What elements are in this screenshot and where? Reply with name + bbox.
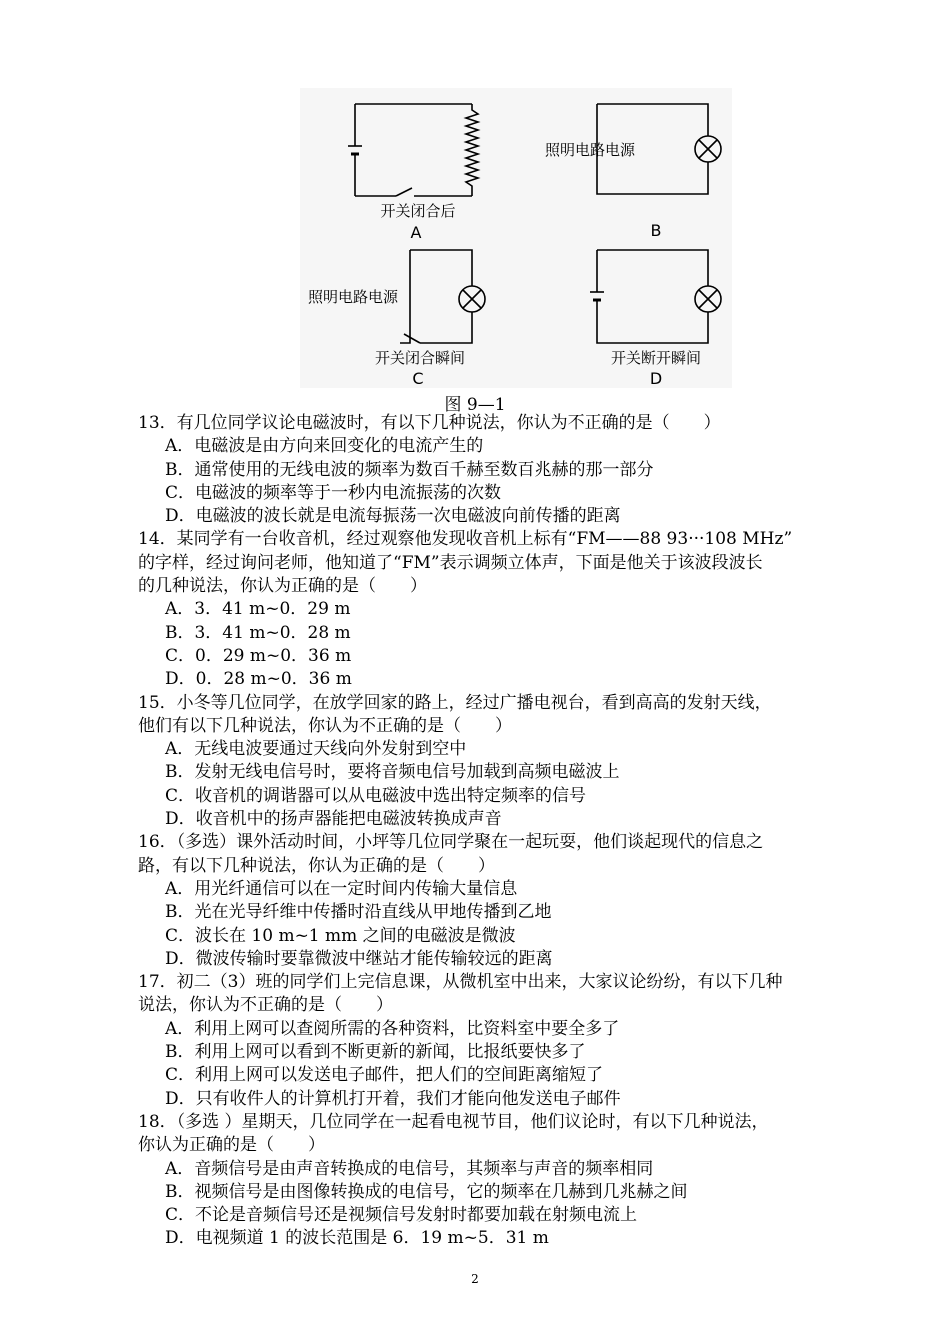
option-d: D．收音机中的扬声器能把电磁波转换成声音: [165, 809, 502, 830]
option-a: A．利用上网可以查阅所需的各种资料，比资料室中要全多了: [165, 1018, 620, 1039]
question-list: [138, 412, 858, 1251]
option-b: B．利用上网可以看到不断更新的新闻，比报纸要快多了: [165, 1042, 586, 1063]
circuit-figure: [300, 88, 732, 388]
option-d: D．只有收件人的计算机打开着，我们才能向他发送电子邮件: [165, 1088, 621, 1109]
option-c: C．0．29 m~0．36 m: [165, 645, 352, 666]
question-stem: 路，有以下几种说法，你认为正确的是（ ）: [138, 855, 495, 876]
panel-c-note: 开关闭合瞬间: [374, 349, 466, 367]
page-number: 2: [471, 1272, 479, 1286]
question-stem: 15．小冬等几位同学，在放学回家的路上，经过广播电视台，看到高高的发射天线，: [138, 692, 772, 713]
question-stem: 他们有以下几种说法，你认为不正确的是（ ）: [138, 715, 512, 736]
question-stem: 的几种说法，你认为正确的是（ ）: [138, 576, 427, 597]
option-d: D．微波传输时要靠微波中继站才能传输较远的距离: [165, 948, 553, 969]
question-18: [138, 1111, 858, 1251]
question-15: [138, 692, 858, 832]
option-a: A．用光纤通信可以在一定时间内传输大量信息: [165, 878, 518, 899]
panel-c-label: C: [412, 369, 424, 388]
panel-a-note: 开关闭合后: [380, 202, 456, 220]
question-16: [138, 831, 858, 971]
option-d: D．电视频道 1 的波长范围是 6．19 m~5．31 m: [165, 1228, 549, 1249]
option-b: B．光在光导纤维中传播时沿直线从甲地传播到乙地: [165, 902, 552, 923]
question-14: [138, 528, 858, 691]
option-a: A．音频信号是由声音转换成的电信号，其频率与声音的频率相同: [165, 1158, 654, 1179]
option-c: C．不论是音频信号还是视频信号发射时都要加载在射频电流上: [165, 1205, 638, 1226]
option-d: D．电磁波的波长就是电流每振荡一次电磁波向前传播的距离: [165, 506, 621, 527]
option-b: B．发射无线电信号时，要将音频电信号加载到高频电磁波上: [165, 762, 620, 783]
question-stem: 的字样，经过询问老师，他知道了“FM”表示调频立体声，下面是他关于该波段波长: [138, 552, 763, 573]
question-stem: 18．（多选 ）星期天，几位同学在一起看电视节目，他们议论时，有以下几种说法，: [138, 1111, 769, 1132]
option-c: C．收音机的调谐器可以从电磁波中选出特定频率的信号: [165, 785, 587, 806]
option-b: B．视频信号是由图像转换成的电信号，它的频率在几赫到几兆赫之间: [165, 1181, 688, 1202]
option-a: A．3．41 m~0．29 m: [165, 599, 351, 620]
panel-b-source: 照明电路电源: [545, 141, 636, 159]
question-stem: 13．有几位同学议论电磁波时，有以下几种说法，你认为不正确的是（ ）: [138, 413, 721, 433]
panel-c-source: 照明电路电源: [308, 288, 399, 306]
option-d: D．0．28 m~0．36 m: [165, 669, 352, 690]
panel-a-label: A: [410, 223, 422, 242]
figure-caption: 图 9—1: [444, 395, 506, 415]
question-stem: 16．（多选）课外活动时间，小坪等几位同学聚在一起玩耍，他们谈起现代的信息之: [138, 832, 764, 853]
option-a: A．无线电波要通过天线向外发射到空中: [165, 739, 467, 760]
option-c: C．电磁波的频率等于一秒内电流振荡的次数: [165, 482, 502, 503]
option-c: C．波长在 10 m~1 mm 之间的电磁波是微波: [165, 925, 516, 946]
option-c: C．利用上网可以发送电子邮件，把人们的空间距离缩短了: [165, 1065, 604, 1086]
question-stem: 说法，你认为不正确的是（ ）: [138, 995, 393, 1016]
panel-d-label: D: [649, 369, 663, 388]
question-stem: 14．某同学有一台收音机，经过观察他发现收音机上标有“FM——88 93···108 MHz”: [138, 529, 793, 550]
option-b: B．通常使用的无线电波的频率为数百千赫至数百兆赫的那一部分: [165, 459, 654, 480]
panel-d-note: 开关断开瞬间: [610, 349, 702, 367]
question-stem: 你认为正确的是（ ）: [138, 1135, 325, 1156]
option-b: B．3．41 m~0．28 m: [165, 622, 351, 643]
question-stem: 17．初二（3）班的同学们上完信息课，从微机室中出来，大家议论纷纷，有以下几种: [138, 972, 783, 993]
option-a: A．电磁波是由方向来回变化的电流产生的: [165, 436, 484, 457]
panel-b-label: B: [650, 221, 662, 240]
question-13: [138, 412, 858, 528]
question-17: [138, 971, 858, 1111]
